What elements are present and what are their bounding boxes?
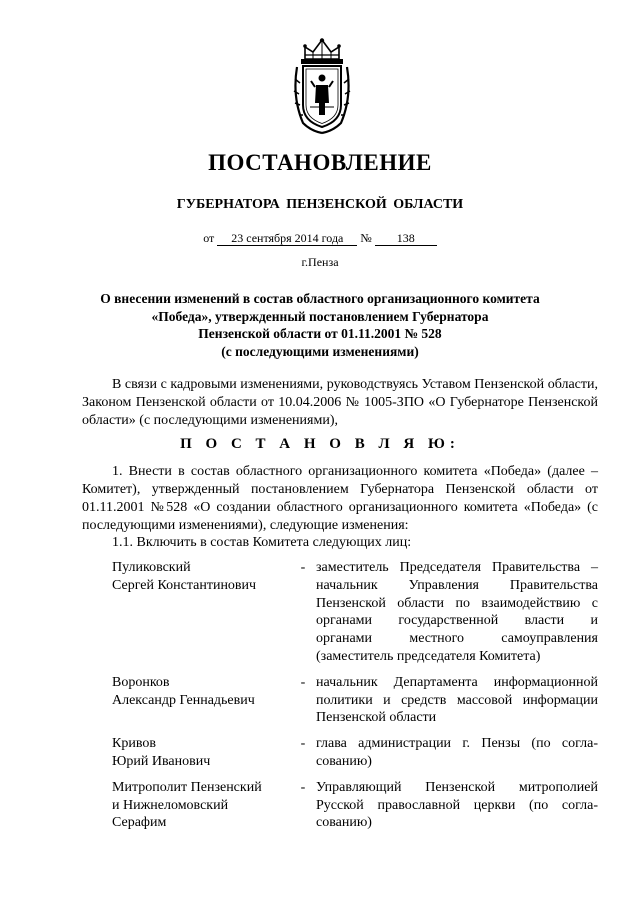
- member-dash: -: [300, 560, 306, 575]
- document-title: ПОСТАНОВЛЕНИЕ: [208, 150, 432, 175]
- document-number: 138: [375, 232, 437, 246]
- member-row: [112, 735, 598, 771]
- heading-line: (с последующими изменениями): [221, 343, 419, 359]
- member-role: заместитель Председателя Правительства – начальник Управления Правительства Пензенской области по взаимодействию с органами государственной власти и органами местного самоуправления (заместитель председателя Комитета): [316, 560, 598, 664]
- member-dash: -: [300, 736, 306, 752]
- date-prefix: от: [203, 231, 215, 245]
- heading-line: Пензенской области от 01.11.2001 № 528: [198, 326, 442, 341]
- members-list: [112, 559, 598, 840]
- member-role: глава администрации г. Пензы (по согла- сованию): [316, 736, 598, 769]
- member-row: [112, 674, 598, 727]
- member-name: Пуликовский Сергей Константинович: [112, 560, 257, 593]
- number-prefix: №: [360, 231, 372, 245]
- heading-line: О внесении изменений в состав областного организационного комитета: [100, 291, 540, 306]
- member-row: [112, 779, 598, 832]
- date-line: [0, 231, 640, 246]
- document-city: г.Пенза: [301, 255, 339, 269]
- item-1-1-paragraph: 1.1. Включить в состав Комитета следующих лиц:: [112, 535, 412, 550]
- document-date: 23 сентября 2014 года: [217, 232, 357, 246]
- member-name: Кривов Юрий Иванович: [112, 736, 211, 769]
- document-heading: [0, 290, 640, 360]
- heading-line: «Победа», утвержденный постановлением Губернатора: [151, 308, 489, 324]
- member-name: Воронков Александр Геннадьевич: [112, 674, 255, 708]
- member-dash: -: [300, 779, 306, 795]
- member-role: начальник Департамента информационной политики и средств массовой информации Пензенской области: [316, 674, 598, 726]
- member-name: Митрополит Пензенский и Нижнеломовский Серафим: [112, 779, 262, 831]
- item-1-paragraph: 1. Внести в состав областного организационного комитета «Победа» (далее – Комитет), утвержденный постановлением Губернатора Пензенской области от 01.11.2001 №528 «О создании областного организационного комитета «Победа» (с последующими изменениями), следующие изменения:: [82, 464, 598, 533]
- coat-of-arms-emblem: [291, 37, 353, 135]
- member-role: Управляющий Пензенской митрополией Русской православной церкви (по согла- сованию): [316, 779, 598, 831]
- document-subtitle: ГУБЕРНАТОРА ПЕНЗЕНСКОЙ ОБЛАСТИ: [176, 197, 464, 212]
- decree-word: П О С Т А Н О В Л Я Ю:: [180, 436, 460, 452]
- member-dash: -: [300, 674, 306, 690]
- member-row: [112, 559, 598, 666]
- preamble-paragraph: В связи с кадровыми изменениями, руководствуясь Уставом Пензенской области, Законом Пензенской области от 10.04.2006 № 1005-ЗПО «О Губернаторе Пензенской области» (с последующими изменениями),: [82, 377, 598, 428]
